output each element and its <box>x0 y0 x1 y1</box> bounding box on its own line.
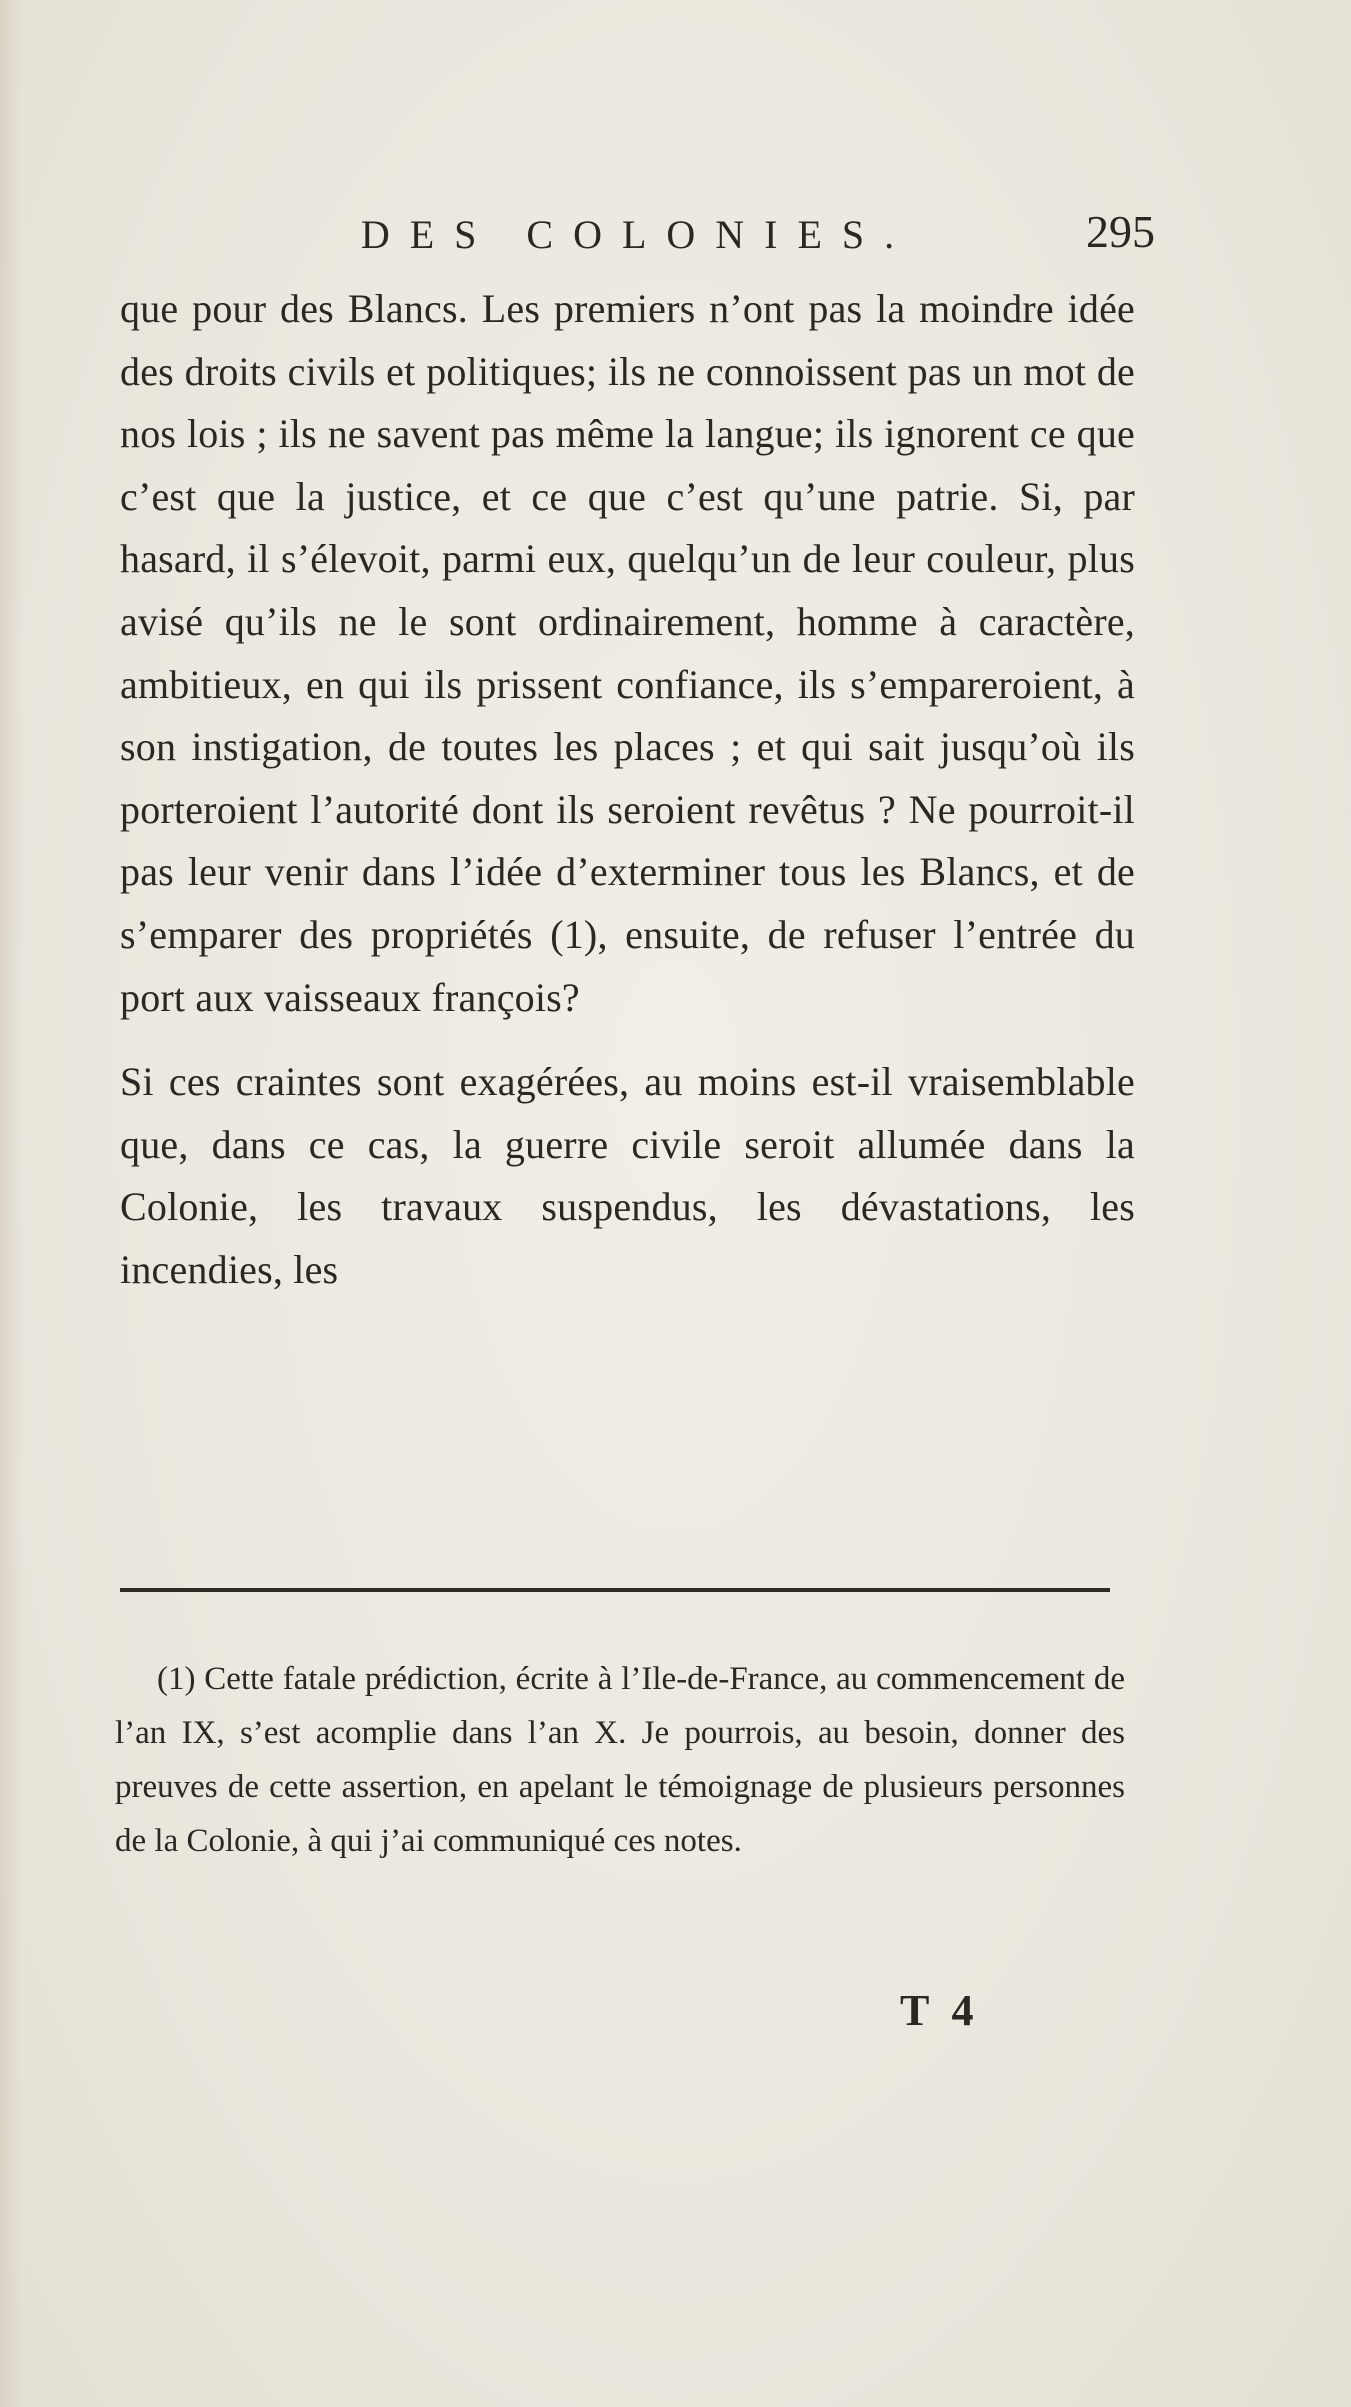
gutter-shadow <box>0 0 22 2407</box>
body-text <box>120 278 1135 1302</box>
signature-mark: T 4 <box>900 1986 980 2035</box>
footnote-rule <box>120 1588 1110 1592</box>
paragraph-1: que pour des Blancs. Les premiers n’ont pas la moindre idée des droits civils et politiques; ils ne connoissent pas un mot de nos lois ; ils ne savent pas même la langue; ils ignorent ce que c’est que la justice, et ce que c’est qu’une patrie. Si, par hasard, il s’élevoit, parmi eux, quelqu’un de leur couleur, plus avisé qu’ils ne le sont ordinairement, homme à caractère, ambitieux, en qui ils prissent confiance, ils s’empareroient, à son instigation, de toutes les places ; et qui sait jusqu’où ils porteroient l’autorité dont ils seroient revêtus ? Ne pourroit-il pas leur venir dans l’idée d’exterminer tous les Blancs, et de s’emparer des propriétés (1), ensuite, de refuser l’entrée du port aux vaisseaux françois? <box>120 286 1135 1020</box>
paragraph-2: Si ces craintes sont exagérées, au moins est-il vraisemblable que, dans ce cas, la guerre civile seroit allumée dans la Colonie, les travaux suspendus, les dévastations, les incendies, les <box>120 1059 1135 1292</box>
running-head <box>120 205 1155 265</box>
running-head-title: DES COLONIES. <box>360 212 915 257</box>
page-number: 295 <box>1086 206 1155 257</box>
footnote: (1) Cette fatale prédiction, écrite à l’Ile-de-France, au commencement de l’an IX, s’est acomplie dans l’an X. Je pourrois, au besoin, donner des preuves de cette assertion, en apelant le témoignage de plusieurs personnes de la Colonie, à qui j’ai communiqué ces notes. <box>115 1661 1125 1859</box>
